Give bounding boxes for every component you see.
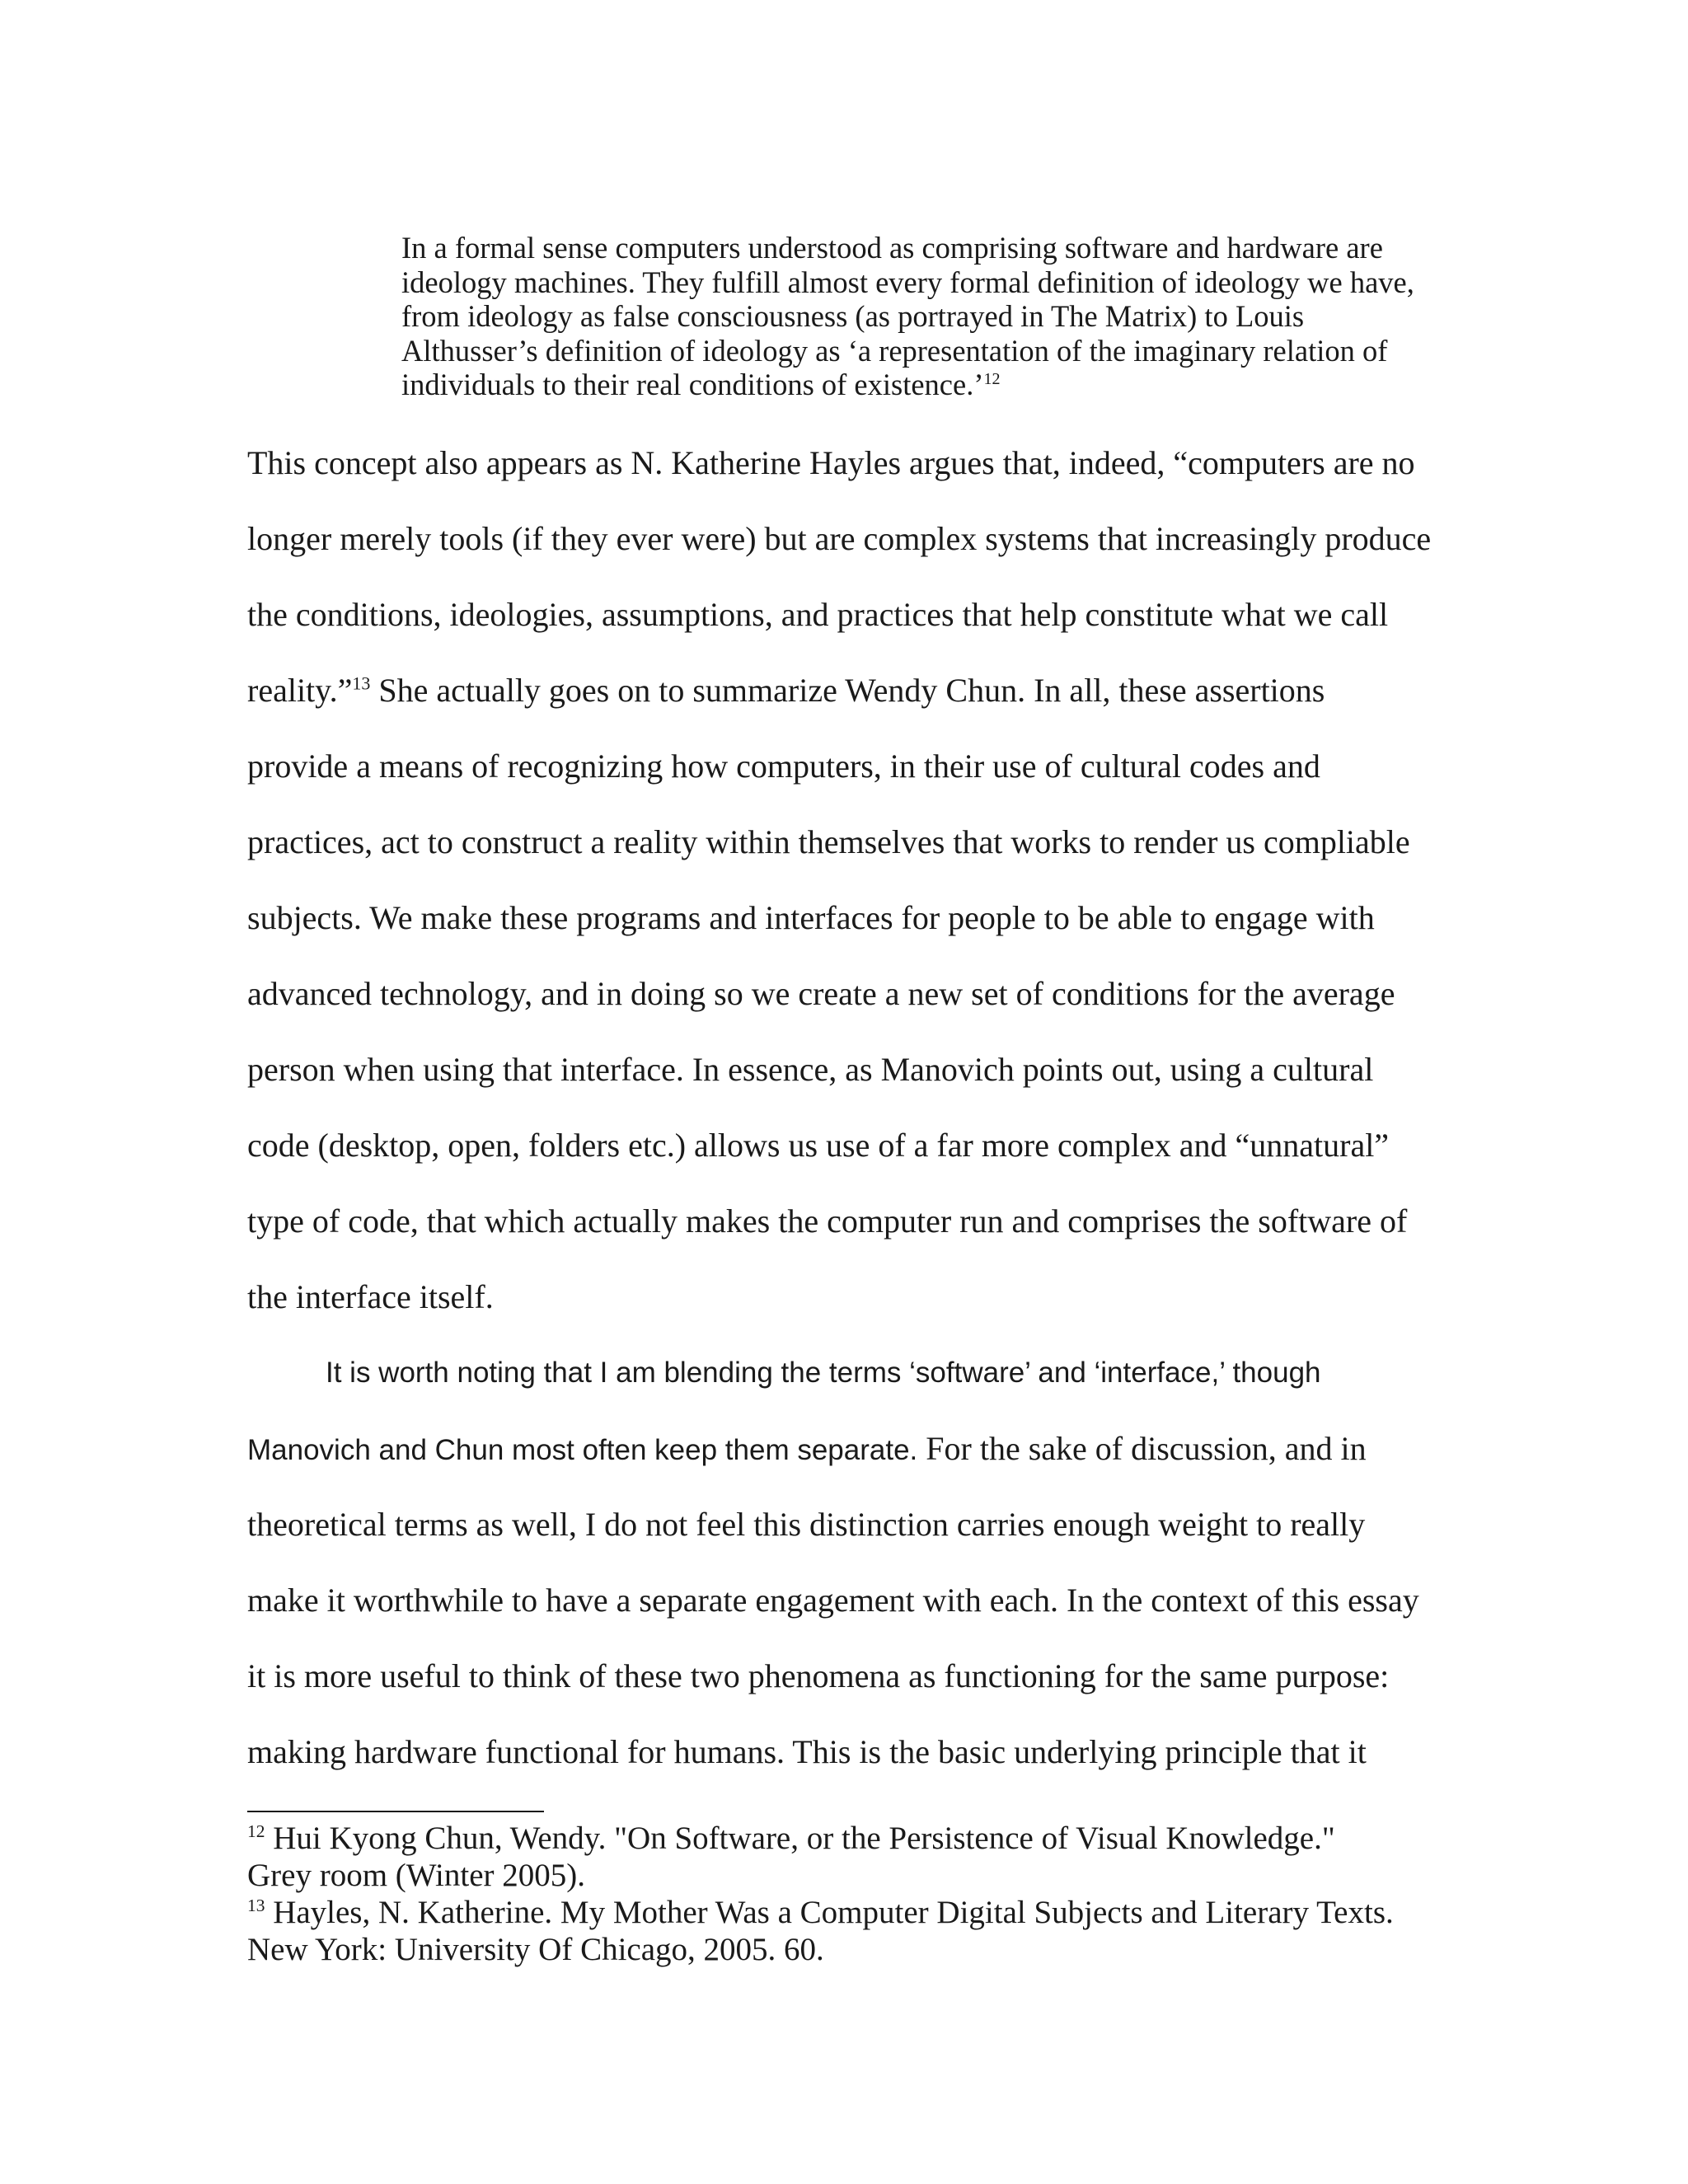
body-line: making hardware functional for humans. This is the basic underlying principle that it [247,1733,1367,1770]
body-line: subjects. We make these programs and interfaces for people to be able to engage with [247,899,1375,936]
block-quote-line [401,368,1440,402]
body-text-run: She actually goes on to summarize Wendy Chun. In all, these assertions [370,672,1325,709]
body-line: longer merely tools (if they ever were) but are complex systems that increasingly produce [247,520,1432,557]
body-line: code (desktop, open, folders etc.) allows us use of a far more complex and “unnatural” [247,1127,1390,1164]
footnote-13 [247,1894,1459,1931]
footnote-text: Hui Kyong Chun, Wendy. "On Software, or the Persistence of Visual Knowledge." [265,1821,1335,1856]
block-quote [401,231,1440,402]
body-line [247,1421,1451,1497]
body-text-run: For the sake of discussion, and in [917,1430,1367,1467]
body-line: the interface itself. [247,1278,494,1315]
body-line: make it worthwhile to have a separate engagement with each. In the context of this essay [247,1582,1419,1619]
block-quote-line: In a formal sense computers understood as comprising software and hardware are [401,231,1383,265]
body-text [247,435,1451,1800]
body-text-run: Manovich and Chun most often keep them separate. [247,1434,918,1466]
body-line: It is worth noting that I am blending the terms ‘software’ and ‘interface,’ though [326,1357,1321,1389]
body-line: it is more useful to think of these two phenomena as functioning for the same purpose: [247,1657,1390,1694]
body-text-run: reality.” [247,672,353,709]
block-quote-line: from ideology as false consciousness (as portrayed in The Matrix) to Louis [401,299,1305,333]
body-line: advanced technology, and in doing so we create a new set of conditions for the average [247,975,1395,1012]
body-line: person when using that interface. In essence, as Manovich points out, using a cultural [247,1051,1374,1088]
body-line: type of code, that which actually makes the computer run and comprises the software of [247,1202,1408,1240]
body-line: theoretical terms as well, I do not feel this distinction carries enough weight to really [247,1506,1366,1543]
body-line [247,663,1451,738]
body-line: the conditions, ideologies, assumptions, and practices that help constitute what we call [247,596,1389,633]
footnote-reference-12[interactable]: 12 [983,369,1001,388]
footnotes [247,1820,1459,1968]
body-line: provide a means of recognizing how computers, in their use of cultural codes and [247,748,1320,785]
footnote-separator [247,1811,544,1812]
body-line: This concept also appears as N. Katherine Hayles argues that, indeed, “computers are no [247,444,1415,481]
block-quote-text: individuals to their real conditions of existence.’ [401,368,984,401]
block-quote-line: ideology machines. They fulfill almost every formal definition of ideology we have, [401,265,1414,299]
footnote-12 [247,1820,1459,1857]
block-quote-line: Althusser’s definition of ideology as ‘a representation of the imaginary relation of [401,333,1388,368]
footnote-text: Grey room (Winter 2005). [247,1858,585,1893]
footnote-text: Hayles, N. Katherine. My Mother Was a Computer Digital Subjects and Literary Texts. [265,1895,1394,1930]
footnote-number: 12 [247,1821,265,1841]
footnote-reference-13[interactable]: 13 [352,673,371,694]
body-line: practices, act to construct a reality within themselves that works to render us compliable [247,823,1410,860]
footnote-number: 13 [247,1896,265,1915]
footnote-text: New York: University Of Chicago, 2005. 60. [247,1932,824,1967]
